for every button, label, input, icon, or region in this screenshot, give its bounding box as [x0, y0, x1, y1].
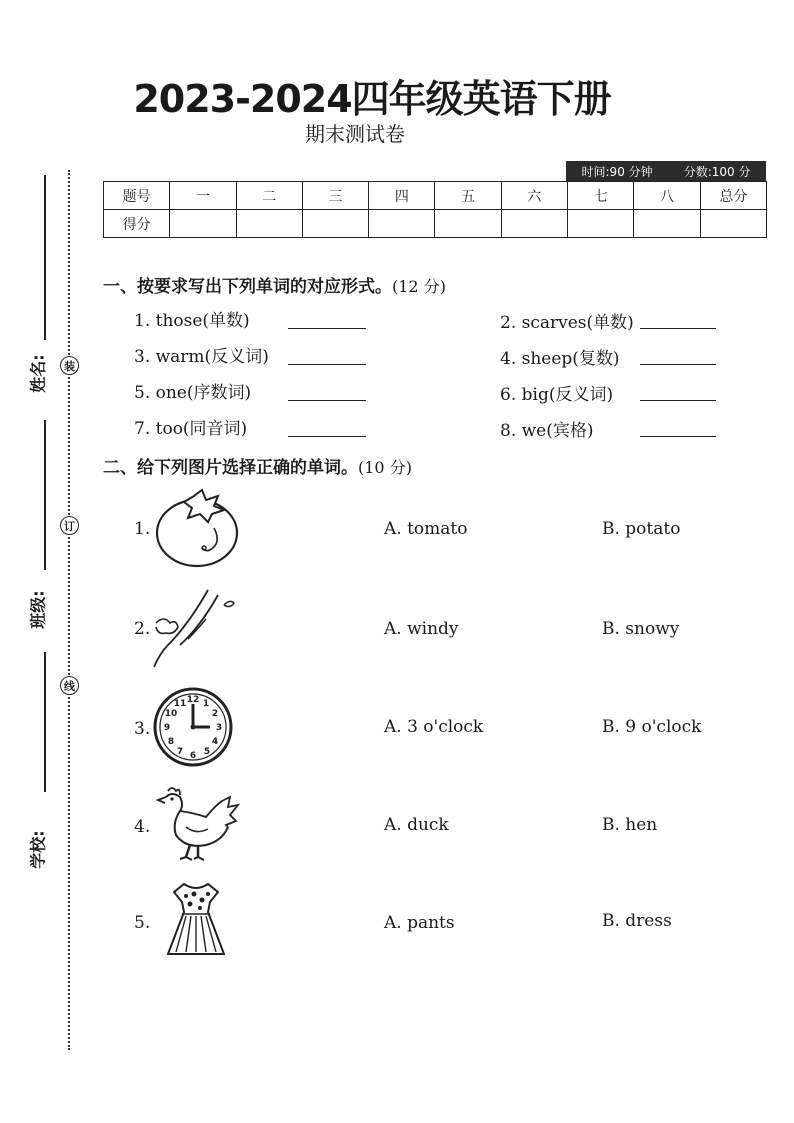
svg-text:9: 9: [163, 723, 171, 733]
score-table-cell: 二: [236, 182, 302, 210]
score-input-cell[interactable]: [700, 210, 766, 238]
answer-blank[interactable]: [640, 400, 716, 401]
question-number: 4.: [134, 817, 151, 837]
score-table-cell: 得分: [104, 210, 170, 238]
score-table-cell: 题号: [104, 182, 170, 210]
binding-mark: 装: [60, 356, 79, 375]
binding-dotted-line: [68, 170, 70, 1050]
question-number: 1.: [134, 519, 151, 539]
tomato-icon: [152, 488, 247, 568]
exam-time: 时间:90 分钟: [581, 164, 653, 179]
answer-blank[interactable]: [640, 364, 716, 365]
question-item: 6. big(反义词): [500, 385, 614, 405]
question-item: 7. too(同音词): [134, 419, 248, 439]
option-b[interactable]: B. dress: [602, 911, 672, 931]
question-number: 3.: [134, 719, 151, 739]
svg-text:12: 12: [186, 695, 200, 705]
binding-mark: 线: [60, 676, 79, 695]
question-item: 2. scarves(单数): [500, 313, 634, 333]
option-b[interactable]: B. potato: [602, 519, 681, 539]
answer-blank[interactable]: [640, 436, 716, 437]
svg-text:5: 5: [203, 747, 211, 757]
score-table-score-row: [104, 210, 767, 238]
score-table-cell: 七: [568, 182, 634, 210]
option-b[interactable]: B. hen: [602, 815, 658, 835]
option-b[interactable]: B. snowy: [602, 619, 680, 639]
svg-text:7: 7: [176, 747, 184, 757]
score-input-cell[interactable]: [435, 210, 501, 238]
score-table: [103, 181, 767, 238]
answer-blank[interactable]: [288, 400, 366, 401]
clock-icon: [152, 686, 234, 768]
answer-blank[interactable]: [288, 364, 366, 365]
class-line: [44, 420, 46, 570]
question-item: 5. one(序数词): [134, 383, 252, 403]
question-item: 1. those(单数): [134, 311, 250, 331]
score-input-cell[interactable]: [302, 210, 368, 238]
option-a[interactable]: A. windy: [384, 619, 459, 639]
score-table-header-row: [104, 182, 767, 210]
question-item: 3. warm(反义词): [134, 347, 269, 367]
svg-text:1: 1: [202, 699, 210, 709]
name-line: [44, 175, 46, 340]
page-subtitle: 期末测试卷: [305, 122, 405, 146]
score-table-cell: 六: [501, 182, 567, 210]
svg-text:4: 4: [211, 737, 219, 747]
score-input-cell[interactable]: [170, 210, 236, 238]
answer-blank[interactable]: [640, 328, 716, 329]
score-table-cell: 总分: [700, 182, 766, 210]
score-table-cell: 四: [369, 182, 435, 210]
name-label: 姓名:: [28, 354, 48, 393]
score-table-cell: 五: [435, 182, 501, 210]
svg-text:6: 6: [189, 751, 197, 761]
answer-blank[interactable]: [288, 436, 366, 437]
score-input-cell[interactable]: [236, 210, 302, 238]
question-number: 5.: [134, 913, 151, 933]
section-2-title: 二、给下列图片选择正确的单词。(10 分): [103, 458, 412, 478]
wind-icon: [148, 585, 238, 670]
score-input-cell[interactable]: [634, 210, 700, 238]
binding-mark: 订: [60, 516, 79, 535]
svg-text:10: 10: [164, 709, 178, 719]
score-table-cell: 三: [302, 182, 368, 210]
svg-text:2: 2: [211, 709, 219, 719]
question-number: 2.: [134, 619, 151, 639]
question-item: 8. we(宾格): [500, 421, 594, 441]
hen-icon: [150, 783, 242, 865]
answer-blank[interactable]: [288, 328, 366, 329]
score-table-cell: 一: [170, 182, 236, 210]
question-item: 4. sheep(复数): [500, 349, 620, 369]
score-input-cell[interactable]: [568, 210, 634, 238]
svg-text:8: 8: [167, 737, 175, 747]
section-1-title: 一、按要求写出下列单词的对应形式。(12 分): [103, 277, 446, 297]
option-a[interactable]: A. 3 o'clock: [384, 717, 484, 737]
svg-text:3: 3: [215, 723, 223, 733]
score-input-cell[interactable]: [369, 210, 435, 238]
exam-total-score: 分数:100 分: [683, 164, 751, 179]
dress-icon: [164, 880, 228, 960]
page-title: 2023-2024四年级英语下册: [133, 77, 611, 121]
option-a[interactable]: A. pants: [384, 913, 455, 933]
school-label: 学校:: [28, 830, 48, 869]
score-input-cell[interactable]: [501, 210, 567, 238]
option-b[interactable]: B. 9 o'clock: [602, 717, 702, 737]
option-a[interactable]: A. duck: [384, 815, 449, 835]
score-table-cell: 八: [634, 182, 700, 210]
svg-text:11: 11: [173, 699, 187, 709]
class-label: 班级:: [28, 590, 48, 629]
option-a[interactable]: A. tomato: [384, 519, 468, 539]
exam-info-bar: [566, 161, 766, 181]
school-line: [44, 652, 46, 792]
